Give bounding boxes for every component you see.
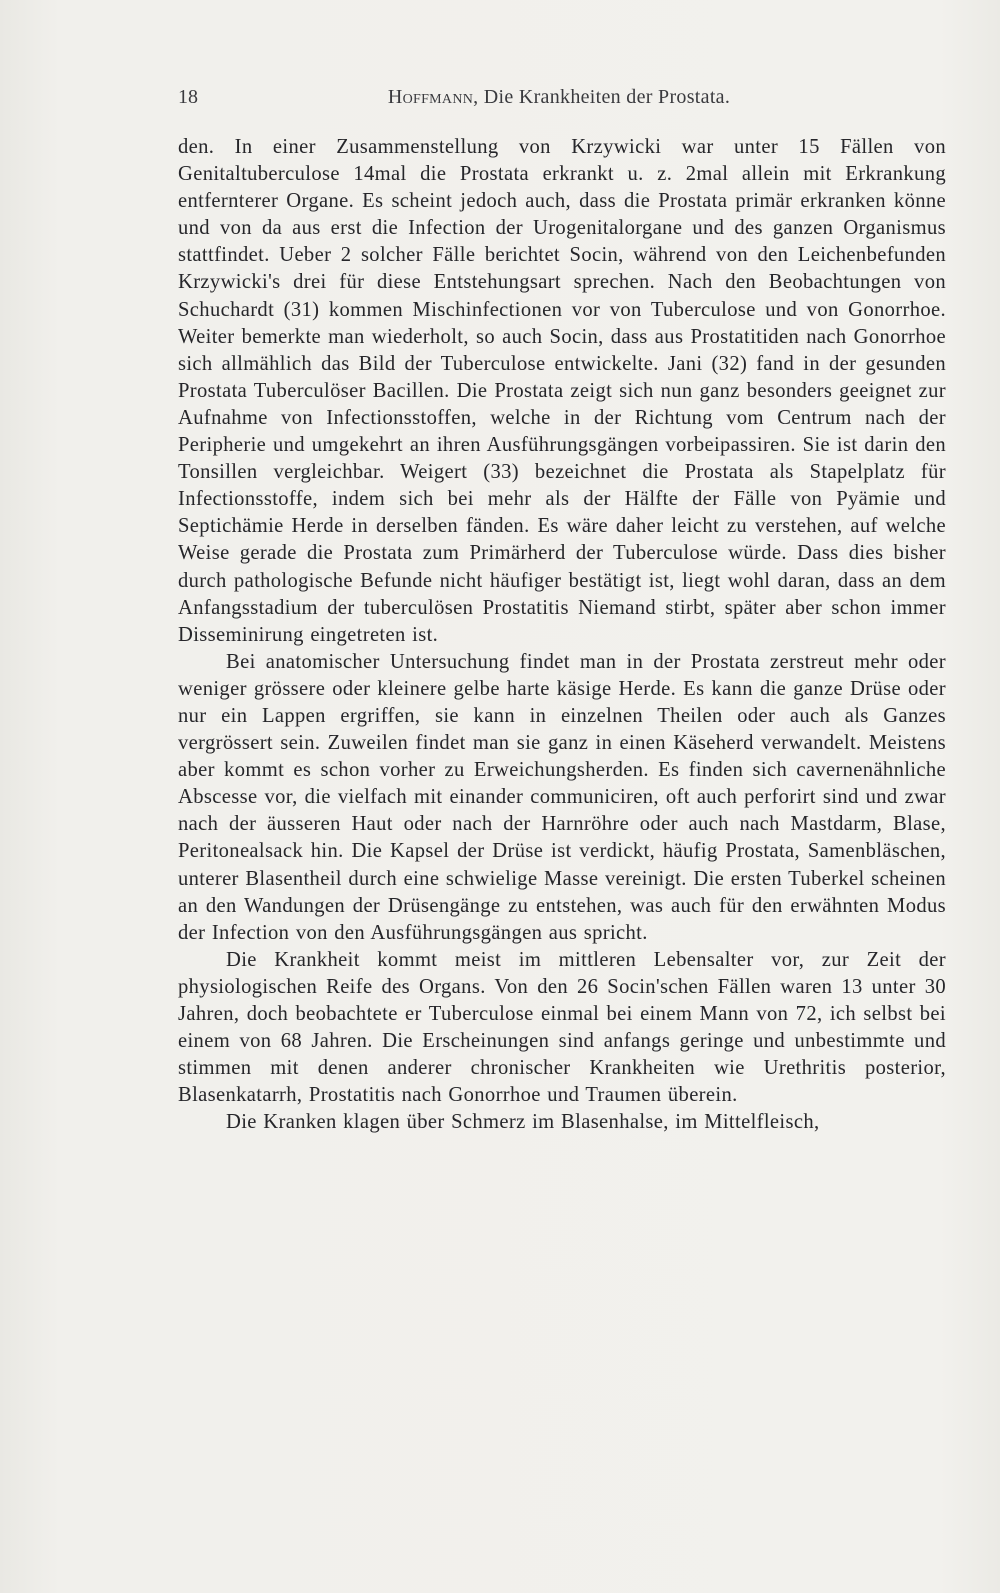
page-number: 18 xyxy=(178,86,198,108)
running-head xyxy=(178,86,940,116)
running-title-author: Hoffmann xyxy=(387,86,474,108)
running-title xyxy=(178,86,940,109)
body-text xyxy=(178,134,946,1136)
running-title-text: , Die Krankheiten der Prostata. xyxy=(473,86,731,108)
paragraph-symptoms: Die Kranken klagen über Schmerz im Blasenhalse, im Mittelfleisch, xyxy=(226,1111,820,1134)
paragraph-anatomy: Bei anatomischer Untersuchung findet man in der Prostata zerstreut mehr oder weniger grössere oder kleinere gelbe harte käsige Herde. Es kann die ganze Drüse oder nur ein Lappen ergriffen, sie kann in einzelnen Theilen oder auch als Ganzes vergrössert sein. Zuweilen findet man sie ganz in einen Käseherd verwandelt. Meistens aber kommt es schon vorher zu Erweichungsherden. Es finden sich cavernenähnliche Abscesse vor, die vielfach mit einander communiciren, oft auch perforirt sind und zwar nach der äusseren Haut oder nach der Harnröhre oder auch nach Mastdarm, Blase, Peritonealsack hin. Die Kapsel der Drüse ist verdickt, häufig Prostata, Samenbläschen, unterer Blasentheil durch eine schwielige Masse vereinigt. Die ersten Tuberkel scheinen an den Wandungen der Drüsengänge zu entstehen, was auch für den erwähnten Modus der Infection von den Ausführungsgängen aus spricht. xyxy=(178,650,946,944)
paragraph-age: Die Krankheit kommt meist im mittleren Lebensalter vor, zur Zeit der physiologischen Reife des Organs. Von den 26 Socin'schen Fällen waren 13 unter 30 Jahren, doch beobachtete er Tuberculose einmal bei einem Mann von 72, ich selbst bei einem von 68 Jahren. Die Erscheinungen sind anfangs geringe und unbestimmte und stimmen mit denen anderer chronischer Krankheiten wie Urethritis posterior, Blasenkatarrh, Prostatitis nach Gonorrhoe und Traumen überein. xyxy=(178,948,946,1107)
paragraph-continuation: den. In einer Zusammenstellung von Krzywicki war unter 15 Fällen von Genitaltuberculose 14mal die Prostata erkrankt u. z. 2mal allein mit Erkrankung entfernterer Organe. Es scheint jedoch auch, dass die Prostata primär erkranken könne und von da aus erst die Infection der Urogenitalorgane und des ganzen Organismus stattfindet. Ueber 2 solcher Fälle berichtet Socin, während von den Leichenbefunden Krzywicki's drei für diese Entstehungsart sprechen. Nach den Beobachtungen von Schuchardt (31) kommen Mischinfectionen vor von Tuberculose und von Gonorrhoe. Weiter bemerkte man wiederholt, so auch Socin, dass aus Prostatitiden nach Gonorrhoe sich allmählich das Bild der Tuberculose entwickelte. Jani (32) fand in der gesunden Prostata Tuberculöser Bacillen. Die Prostata zeigt sich nun ganz besonders geeignet zur Aufnahme von Infectionsstoffen, welche in der Richtung vom Centrum nach der Peripherie und umgekehrt an ihren Ausführungsgängen vorbeipassiren. Sie ist darin den Tonsillen vergleichbar. Weigert (33) bezeichnet die Prostata als Stapelplatz für Infectionsstoffe, indem sich bei mehr als der Hälfte der Fälle von Pyämie und Septichämie Herde in derselben fänden. Es wäre daher leicht zu verstehen, auf welche Weise gerade die Prostata zum Primärherd der Tuberculose würde. Dass dies bisher durch pathologische Befunde nicht häufiger bestätigt ist, liegt wohl daran, dass an dem Anfangsstadium der tuberculösen Prostatitis Niemand stirbt, später aber schon immer Disseminirung eingetreten ist. xyxy=(178,136,946,646)
